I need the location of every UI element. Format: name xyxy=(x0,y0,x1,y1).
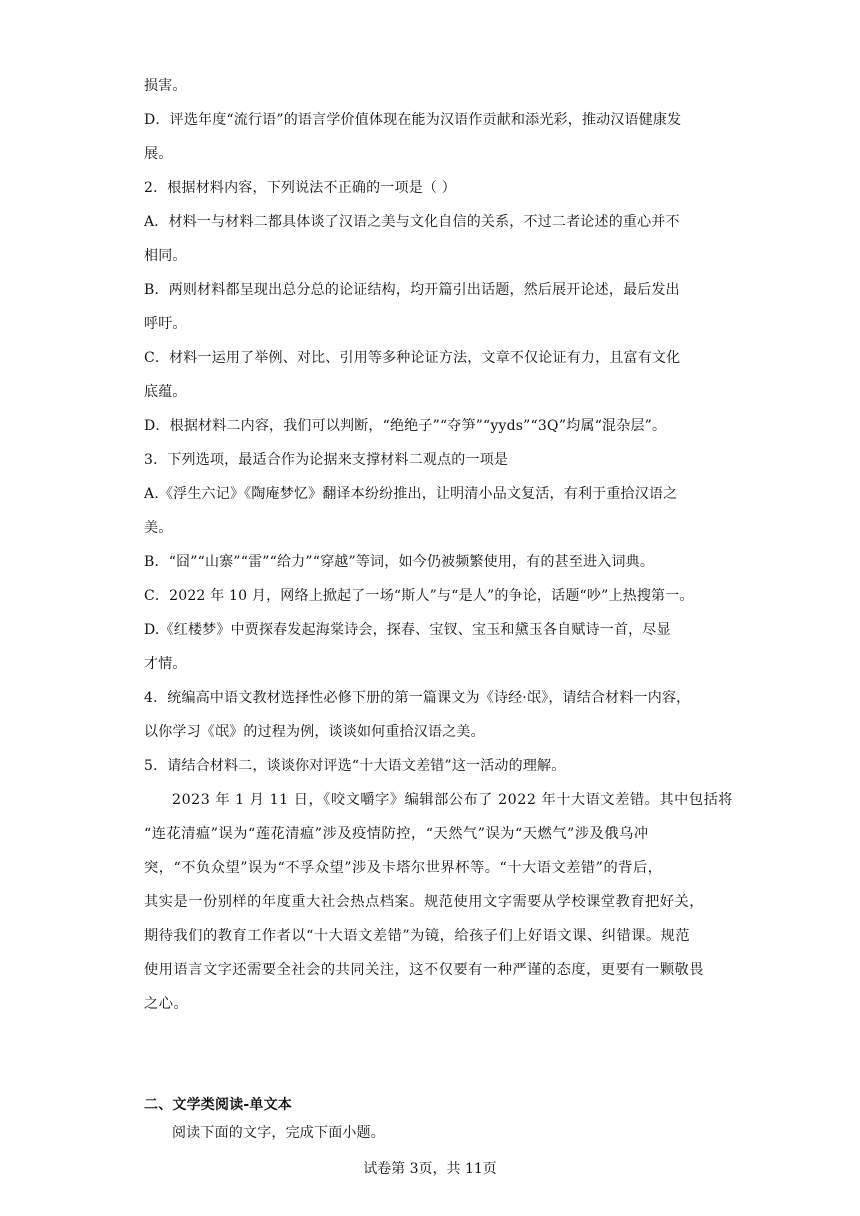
excerpt-line: “连花清瘟”误为“莲花清瘟”涉及疫情防控，“天然气”误为“天燃气”涉及俄乌冲 xyxy=(144,826,649,842)
excerpt-line: 之心。 xyxy=(144,996,189,1012)
excerpt-line: 其实是一份别样的年度重大社会热点档案。规范使用文字需要从学校课堂教育把好关， xyxy=(144,894,705,910)
option-b: B．“囧”“山寨”“雷”“给力”“穿越”等词，如今仍被频繁使用，有的甚至进入词典。 xyxy=(144,554,655,570)
excerpt-line: 使用语言文字还需要全社会的共同关注，这不仅要有一种严谨的态度，更要有一颗敬畏 xyxy=(144,962,705,978)
text-line: 底蕴。 xyxy=(144,384,187,400)
question-2-stem: 2．根据材料内容，下列说法不正确的一项是（ ） xyxy=(144,180,456,196)
text-line: 以你学习《氓》的过程为例，谈谈如何重拾汉语之美。 xyxy=(144,724,485,740)
text-line: 美。 xyxy=(144,520,173,536)
text-line: 损害。 xyxy=(144,78,187,94)
section-title: 二、文学类阅读-单文本 xyxy=(144,1097,293,1113)
excerpt-line: 2023 年 1 月 11 日，《咬文嚼字》编辑部公布了 2022 年十大语文差错。其中包括将 xyxy=(172,792,734,808)
option-a: A.《浮生六记》《陶庵梦忆》翻译本纷纷推出，让明清小品文复活，有利于重拾汉语之 xyxy=(144,486,678,502)
excerpt-line: 期待我们的教育工作者以“十大语文差错”为镜，给孩子们上好语文课、纠错课。规范 xyxy=(144,928,691,944)
text-line: 相同。 xyxy=(144,248,187,264)
text-line: 才情。 xyxy=(144,656,187,672)
option-b: B．两则材料都呈现出总分总的论证结构，均开篇引出话题，然后展开论述，最后发出 xyxy=(144,282,680,298)
section-instruction: 阅读下面的文字，完成下面小题。 xyxy=(172,1125,385,1141)
option-d: D．根据材料二内容，我们可以判断，“绝绝子”“夺笋”“yyds”“3Q”均属“混杂层”。 xyxy=(144,418,667,434)
page-footer: 试卷第 3页，共 11页 xyxy=(363,1161,497,1177)
question-3-stem: 3．下列选项，最适合作为论据来支撑材料二观点的一项是 xyxy=(144,452,509,468)
option-c: C．2022 年 10 月，网络上掀起了一场“斯人”与“是人”的争论，话题“吵”上热搜第一。 xyxy=(144,588,694,604)
option-c: C．材料一运用了举例、对比、引用等多种论证方法，文章不仅论证有力，且富有文化 xyxy=(144,350,681,366)
text-line: D．评选年度“流行语”的语言学价值体现在能为汉语作贡献和添光彩，推动汉语健康发 xyxy=(144,112,682,128)
option-a: A．材料一与材料二都具体谈了汉语之美与文化自信的关系，不过二者论述的重心并不 xyxy=(144,214,680,230)
excerpt-line: 突，“不负众望”误为“不孚众望”涉及卡塔尔世界杯等。“十大语文差错”的背后， xyxy=(144,860,663,876)
text-line: 呼吁。 xyxy=(144,316,187,332)
text-line: 展。 xyxy=(144,146,173,162)
question-4-stem: 4．统编高中语文教材选择性必修下册的第一篇课文为《诗经·氓》，请结合材料一内容， xyxy=(144,690,691,706)
question-5-stem: 5．请结合材料二，谈谈你对评选“十大语文差错”这一活动的理解。 xyxy=(144,758,566,774)
option-d: D.《红楼梦》中贾探春发起海棠诗会，探春、宝钗、宝玉和黛玉各自赋诗一首，尽显 xyxy=(144,622,671,638)
